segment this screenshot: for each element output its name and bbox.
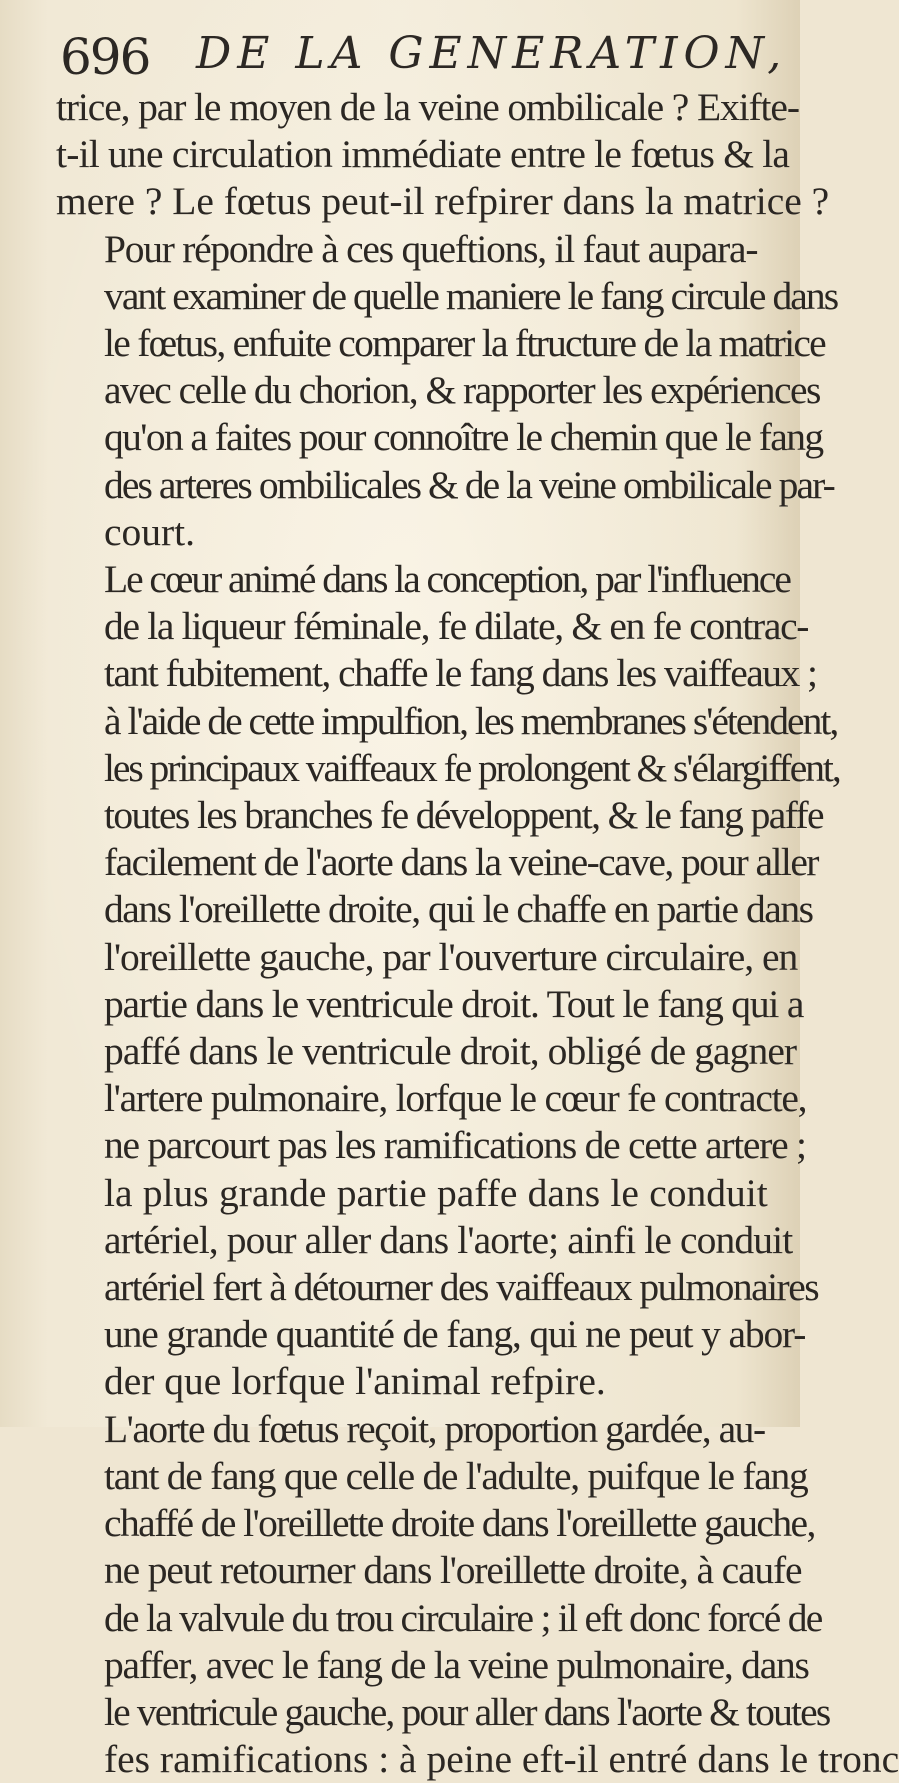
text-line: chaffé de l'oreillette droite dans l'oreillette gauche, [104, 1501, 815, 1546]
text-line: artériel, pour aller dans l'aorte; ainfi le conduit [104, 1217, 793, 1262]
text-line: Pour répondre à ces queftions, il faut aupara- [104, 226, 758, 271]
text-line: tant fubitement, chaffe le fang dans les vaiffeaux ; [104, 651, 817, 696]
paragraph [56, 1406, 899, 1783]
text-line: fes ramifications : à peine eft-il entré dans le tronc [104, 1737, 899, 1782]
text-line: mere ? Le fœtus peut-il refpirer dans la matrice ? [56, 179, 830, 224]
text-line: qu'on a faites pour connoître le chemin que le fang [104, 415, 823, 460]
text-line: à l'aide de cette impulfion, les membranes s'étendent, [104, 698, 838, 743]
text-line: dans l'oreillette droite, qui le chaffe en partie dans [104, 887, 813, 932]
text-line: ne peut retourner dans l'oreillette droite, à caufe [104, 1548, 802, 1593]
text-line: le ventricule gauche, pour aller dans l'aorte & toutes [104, 1689, 830, 1734]
text-line: le fœtus, enfuite comparer la ftructure de la matrice [104, 321, 825, 366]
body-text [56, 84, 899, 1783]
text-line: L'aorte du fœtus reçoit, proportion gardée, au- [104, 1406, 765, 1451]
text-line: vant examiner de quelle maniere le fang circule dans [104, 273, 838, 318]
text-line: partie dans le ventricule droit. Tout le fang qui a [104, 981, 804, 1026]
text-line: tant de fang que celle de l'adulte, puifque le fang [104, 1453, 808, 1498]
text-line: une grande quantité de fang, qui ne peut y abor- [104, 1312, 806, 1357]
text-line: der que lorfque l'animal refpire. [104, 1359, 606, 1404]
text-line: l'artere pulmonaire, lorfque le cœur fe contracte, [104, 1076, 807, 1121]
text-line: artériel fert à détourner des vaiffeaux pulmonaires [104, 1265, 819, 1310]
text-line: paffer, avec le fang de la veine pulmonaire, dans [104, 1642, 809, 1687]
paragraph [56, 84, 830, 226]
text-line: Le cœur animé dans la conception, par l'influence [104, 557, 790, 602]
text-line: court. [104, 509, 196, 554]
running-head [60, 20, 800, 86]
text-line: de la liqueur féminale, fe dilate, & en fe contrac- [104, 604, 809, 649]
text-line: les principaux vaiffeaux fe prolongent & s'élargiffent, [104, 745, 840, 790]
text-line: avec celle du chorion, & rapporter les expériences [104, 368, 820, 413]
text-line: l'oreillette gauche, par l'ouverture circulaire, en [104, 934, 798, 979]
text-line: paffé dans le ventricule droit, obligé de gagner [104, 1029, 797, 1074]
text-line: trice, par le moyen de la veine ombilicale ? Exifte- [56, 85, 799, 129]
text-line: la plus grande partie paffe dans le conduit [104, 1170, 768, 1215]
paragraph [56, 226, 838, 556]
paragraph [56, 556, 840, 1406]
page-number: 696 [60, 28, 150, 86]
text-line: t-il une circulation immédiate entre le fœtus & la [56, 132, 790, 177]
text-line: des arteres ombilicales & de la veine ombilicale par- [104, 462, 834, 507]
text-line: ne parcourt pas les ramifications de cette artere ; [104, 1123, 806, 1168]
text-line: facilement de l'aorte dans la veine-cave, pour aller [104, 840, 818, 885]
text-line: de la valvule du trou circulaire ; il eft donc forcé de [104, 1595, 822, 1640]
running-title: DE LA GENERATION, [196, 28, 788, 79]
text-line: toutes les branches fe développent, & le fang paffe [104, 793, 823, 838]
